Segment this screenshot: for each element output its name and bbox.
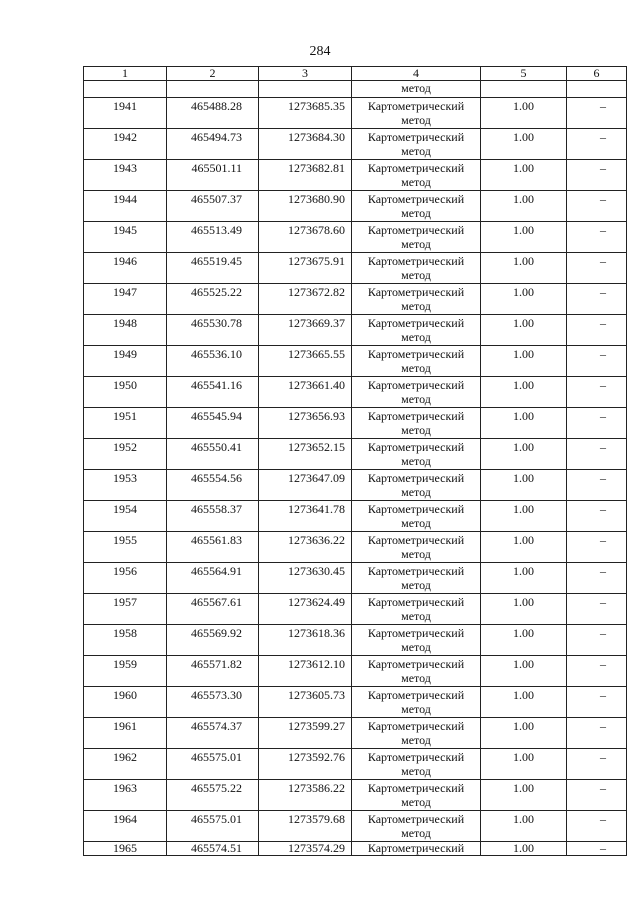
method-cell: [352, 408, 481, 439]
header-cell-6: 6: [567, 67, 627, 81]
point-number: 1950: [84, 377, 167, 408]
coord-x: 465567.61: [167, 594, 259, 625]
table-row: [84, 439, 627, 470]
note: –: [567, 594, 627, 625]
point-number: 1965: [84, 842, 167, 856]
method-line2: метод: [401, 795, 431, 809]
method-line1: Картометрический: [367, 471, 465, 485]
method-cell: [352, 470, 481, 501]
point-number: 1948: [84, 315, 167, 346]
note: –: [567, 842, 627, 856]
accuracy: 1.00: [481, 222, 567, 253]
method-line1: Картометрический: [367, 750, 465, 764]
header-cell-1: 1: [84, 67, 167, 81]
point-number: 1949: [84, 346, 167, 377]
method-line1: Картометрический: [367, 316, 465, 330]
note: –: [567, 377, 627, 408]
method-line2: метод: [401, 764, 431, 778]
coord-y: 1273656.93: [259, 408, 352, 439]
note: –: [567, 532, 627, 563]
method-line1: Картометрический: [367, 192, 465, 206]
accuracy: 1.00: [481, 470, 567, 501]
coord-x: 465494.73: [167, 129, 259, 160]
coord-x: 465564.91: [167, 563, 259, 594]
table-row: [84, 718, 627, 749]
method-cell: [352, 718, 481, 749]
method-line1: Картометрический: [367, 130, 465, 144]
note: –: [567, 563, 627, 594]
note: –: [567, 408, 627, 439]
method-line1: Картометрический: [367, 378, 465, 392]
note: –: [567, 439, 627, 470]
method-cell: Картометрический: [352, 842, 481, 856]
point-number: 1964: [84, 811, 167, 842]
table-row-last: [84, 842, 627, 856]
accuracy: 1.00: [481, 98, 567, 129]
coord-x: 465574.37: [167, 718, 259, 749]
point-number: 1944: [84, 191, 167, 222]
method-line2: метод: [401, 361, 431, 375]
method-cell: [352, 811, 481, 842]
accuracy: 1.00: [481, 160, 567, 191]
method-line1: Картометрический: [367, 347, 465, 361]
table-row: [84, 594, 627, 625]
coord-y: 1273678.60: [259, 222, 352, 253]
coord-x: 465519.45: [167, 253, 259, 284]
point-number: 1953: [84, 470, 167, 501]
table-row: [84, 160, 627, 191]
note: –: [567, 625, 627, 656]
note: –: [567, 780, 627, 811]
method-line2: метод: [401, 268, 431, 282]
accuracy: 1.00: [481, 687, 567, 718]
coord-y: 1273636.22: [259, 532, 352, 563]
table-row: [84, 749, 627, 780]
method-cell: [352, 377, 481, 408]
method-line2: метод: [401, 609, 431, 623]
method-cell: [352, 625, 481, 656]
header-cell-2: 2: [167, 67, 259, 81]
accuracy: 1.00: [481, 594, 567, 625]
point-number: 1963: [84, 780, 167, 811]
method-line2: метод: [401, 671, 431, 685]
method-line2: метод: [401, 640, 431, 654]
accuracy: 1.00: [481, 563, 567, 594]
accuracy: 1.00: [481, 749, 567, 780]
coord-x: 465574.51: [167, 842, 259, 856]
note: –: [567, 222, 627, 253]
method-line1: Картометрический: [367, 719, 465, 733]
table-row: [84, 408, 627, 439]
accuracy: 1.00: [481, 718, 567, 749]
coord-y: 1273672.82: [259, 284, 352, 315]
method-line1: Картометрический: [367, 812, 465, 826]
accuracy: 1.00: [481, 842, 567, 856]
coord-y: 1273579.68: [259, 811, 352, 842]
note: –: [567, 718, 627, 749]
coord-y: 1273647.09: [259, 470, 352, 501]
table-row: [84, 284, 627, 315]
accuracy: 1.00: [481, 408, 567, 439]
method-line1: Картометрический: [367, 688, 465, 702]
table-row: [84, 563, 627, 594]
header-row: [84, 67, 627, 81]
page-number: 284: [309, 44, 331, 59]
coord-x: 465525.22: [167, 284, 259, 315]
coord-x: 465571.82: [167, 656, 259, 687]
note: –: [567, 687, 627, 718]
note: –: [567, 749, 627, 780]
coord-x: 465550.41: [167, 439, 259, 470]
coord-y: 1273624.49: [259, 594, 352, 625]
coord-y: 1273605.73: [259, 687, 352, 718]
coord-y: 1273684.30: [259, 129, 352, 160]
point-number: 1962: [84, 749, 167, 780]
method-line2: метод: [401, 392, 431, 406]
method-line2: метод: [401, 237, 431, 251]
method-line1: Картометрический: [367, 99, 465, 113]
coord-y: 1273574.29: [259, 842, 352, 856]
coord-y: 1273685.35: [259, 98, 352, 129]
coord-y: 1273669.37: [259, 315, 352, 346]
method-cell: [352, 439, 481, 470]
point-number: 1957: [84, 594, 167, 625]
method-line1: Картометрический: [367, 285, 465, 299]
point-number: 1947: [84, 284, 167, 315]
method-line1: Картометрический: [367, 161, 465, 175]
table-row: [84, 470, 627, 501]
continuation-method: метод: [352, 81, 481, 98]
method-cell: [352, 284, 481, 315]
method-line1: Картометрический: [367, 595, 465, 609]
method-line2: метод: [401, 826, 431, 840]
coord-x: 465561.83: [167, 532, 259, 563]
note: –: [567, 501, 627, 532]
note: –: [567, 470, 627, 501]
method-cell: [352, 656, 481, 687]
note: –: [567, 315, 627, 346]
method-cell: [352, 563, 481, 594]
accuracy: 1.00: [481, 191, 567, 222]
table-row: [84, 222, 627, 253]
coord-x: 465536.10: [167, 346, 259, 377]
table-row: [84, 625, 627, 656]
note: –: [567, 98, 627, 129]
method-line1: Картометрический: [367, 223, 465, 237]
accuracy: 1.00: [481, 253, 567, 284]
table-row: [84, 501, 627, 532]
point-number: 1942: [84, 129, 167, 160]
coord-y: 1273675.91: [259, 253, 352, 284]
method-line2: метод: [401, 454, 431, 468]
method-line1: Картометрический: [367, 626, 465, 640]
method-line2: метод: [401, 516, 431, 530]
coord-x: 465530.78: [167, 315, 259, 346]
note: –: [567, 346, 627, 377]
method-cell: [352, 780, 481, 811]
note: –: [567, 656, 627, 687]
method-line1: Картометрический: [367, 564, 465, 578]
coord-x: 465541.16: [167, 377, 259, 408]
point-number: 1952: [84, 439, 167, 470]
accuracy: 1.00: [481, 532, 567, 563]
method-line1: Картометрический: [367, 657, 465, 671]
method-line2: метод: [401, 330, 431, 344]
coord-x: 465501.11: [167, 160, 259, 191]
coord-y: 1273592.76: [259, 749, 352, 780]
method-cell: [352, 160, 481, 191]
method-cell: [352, 594, 481, 625]
table-row: [84, 191, 627, 222]
coord-x: 465569.92: [167, 625, 259, 656]
coord-x: 465507.37: [167, 191, 259, 222]
point-number: 1945: [84, 222, 167, 253]
coord-y: 1273680.90: [259, 191, 352, 222]
point-number: 1951: [84, 408, 167, 439]
note: –: [567, 284, 627, 315]
table-row: [84, 532, 627, 563]
point-number: 1959: [84, 656, 167, 687]
method-line2: метод: [401, 175, 431, 189]
table-row: [84, 780, 627, 811]
coord-x: 465573.30: [167, 687, 259, 718]
method-cell: [352, 98, 481, 129]
point-number: 1956: [84, 563, 167, 594]
coord-y: 1273612.10: [259, 656, 352, 687]
coord-x: 465558.37: [167, 501, 259, 532]
method-cell: [352, 222, 481, 253]
note: –: [567, 253, 627, 284]
table-row: [84, 811, 627, 842]
method-cell: [352, 191, 481, 222]
table-row: [84, 687, 627, 718]
method-cell: [352, 532, 481, 563]
continuation-row: [84, 81, 627, 98]
coord-y: 1273641.78: [259, 501, 352, 532]
method-cell: [352, 687, 481, 718]
method-line1: Картометрический: [367, 440, 465, 454]
method-line1: Картометрический: [367, 409, 465, 423]
accuracy: 1.00: [481, 811, 567, 842]
coord-x: 465513.49: [167, 222, 259, 253]
method-line2: метод: [401, 423, 431, 437]
coord-x: 465575.01: [167, 749, 259, 780]
method-line2: метод: [401, 113, 431, 127]
table-row: [84, 377, 627, 408]
accuracy: 1.00: [481, 780, 567, 811]
note: –: [567, 160, 627, 191]
table-row: [84, 656, 627, 687]
point-number: 1955: [84, 532, 167, 563]
accuracy: 1.00: [481, 377, 567, 408]
method-line1: Картометрический: [367, 533, 465, 547]
header-cell-4: 4: [352, 67, 481, 81]
point-number: 1941: [84, 98, 167, 129]
accuracy: 1.00: [481, 656, 567, 687]
table-row: [84, 346, 627, 377]
coordinates-table: [83, 66, 627, 856]
accuracy: 1.00: [481, 346, 567, 377]
coord-y: 1273652.15: [259, 439, 352, 470]
coord-y: 1273586.22: [259, 780, 352, 811]
method-line2: метод: [401, 299, 431, 313]
accuracy: 1.00: [481, 439, 567, 470]
accuracy: 1.00: [481, 284, 567, 315]
point-number: 1946: [84, 253, 167, 284]
coord-x: 465575.01: [167, 811, 259, 842]
table-row: [84, 315, 627, 346]
accuracy: 1.00: [481, 625, 567, 656]
method-line2: метод: [401, 578, 431, 592]
method-line2: метод: [401, 485, 431, 499]
coord-x: 465545.94: [167, 408, 259, 439]
coord-x: 465575.22: [167, 780, 259, 811]
method-cell: [352, 749, 481, 780]
point-number: 1943: [84, 160, 167, 191]
note: –: [567, 191, 627, 222]
coord-y: 1273665.55: [259, 346, 352, 377]
table-body: [84, 67, 627, 856]
method-line1: Картометрический: [367, 781, 465, 795]
coord-x: 465554.56: [167, 470, 259, 501]
point-number: 1960: [84, 687, 167, 718]
coord-y: 1273661.40: [259, 377, 352, 408]
header-cell-5: 5: [481, 67, 567, 81]
table-row: [84, 129, 627, 160]
coord-y: 1273599.27: [259, 718, 352, 749]
coord-y: 1273682.81: [259, 160, 352, 191]
coord-x: 465488.28: [167, 98, 259, 129]
coord-y: 1273630.45: [259, 563, 352, 594]
method-cell: [352, 129, 481, 160]
method-cell: [352, 501, 481, 532]
method-cell: [352, 315, 481, 346]
point-number: 1954: [84, 501, 167, 532]
method-line2: метод: [401, 733, 431, 747]
point-number: 1958: [84, 625, 167, 656]
accuracy: 1.00: [481, 315, 567, 346]
point-number: 1961: [84, 718, 167, 749]
method-line2: метод: [401, 547, 431, 561]
method-cell: [352, 346, 481, 377]
header-cell-3: 3: [259, 67, 352, 81]
accuracy: 1.00: [481, 129, 567, 160]
table-row: [84, 98, 627, 129]
method-line2: метод: [401, 702, 431, 716]
method-line1: Картометрический: [367, 254, 465, 268]
note: –: [567, 129, 627, 160]
method-line2: метод: [401, 206, 431, 220]
method-line2: метод: [401, 144, 431, 158]
table-row: [84, 253, 627, 284]
method-cell: [352, 253, 481, 284]
accuracy: 1.00: [481, 501, 567, 532]
method-line1: Картометрический: [367, 502, 465, 516]
coord-y: 1273618.36: [259, 625, 352, 656]
note: –: [567, 811, 627, 842]
